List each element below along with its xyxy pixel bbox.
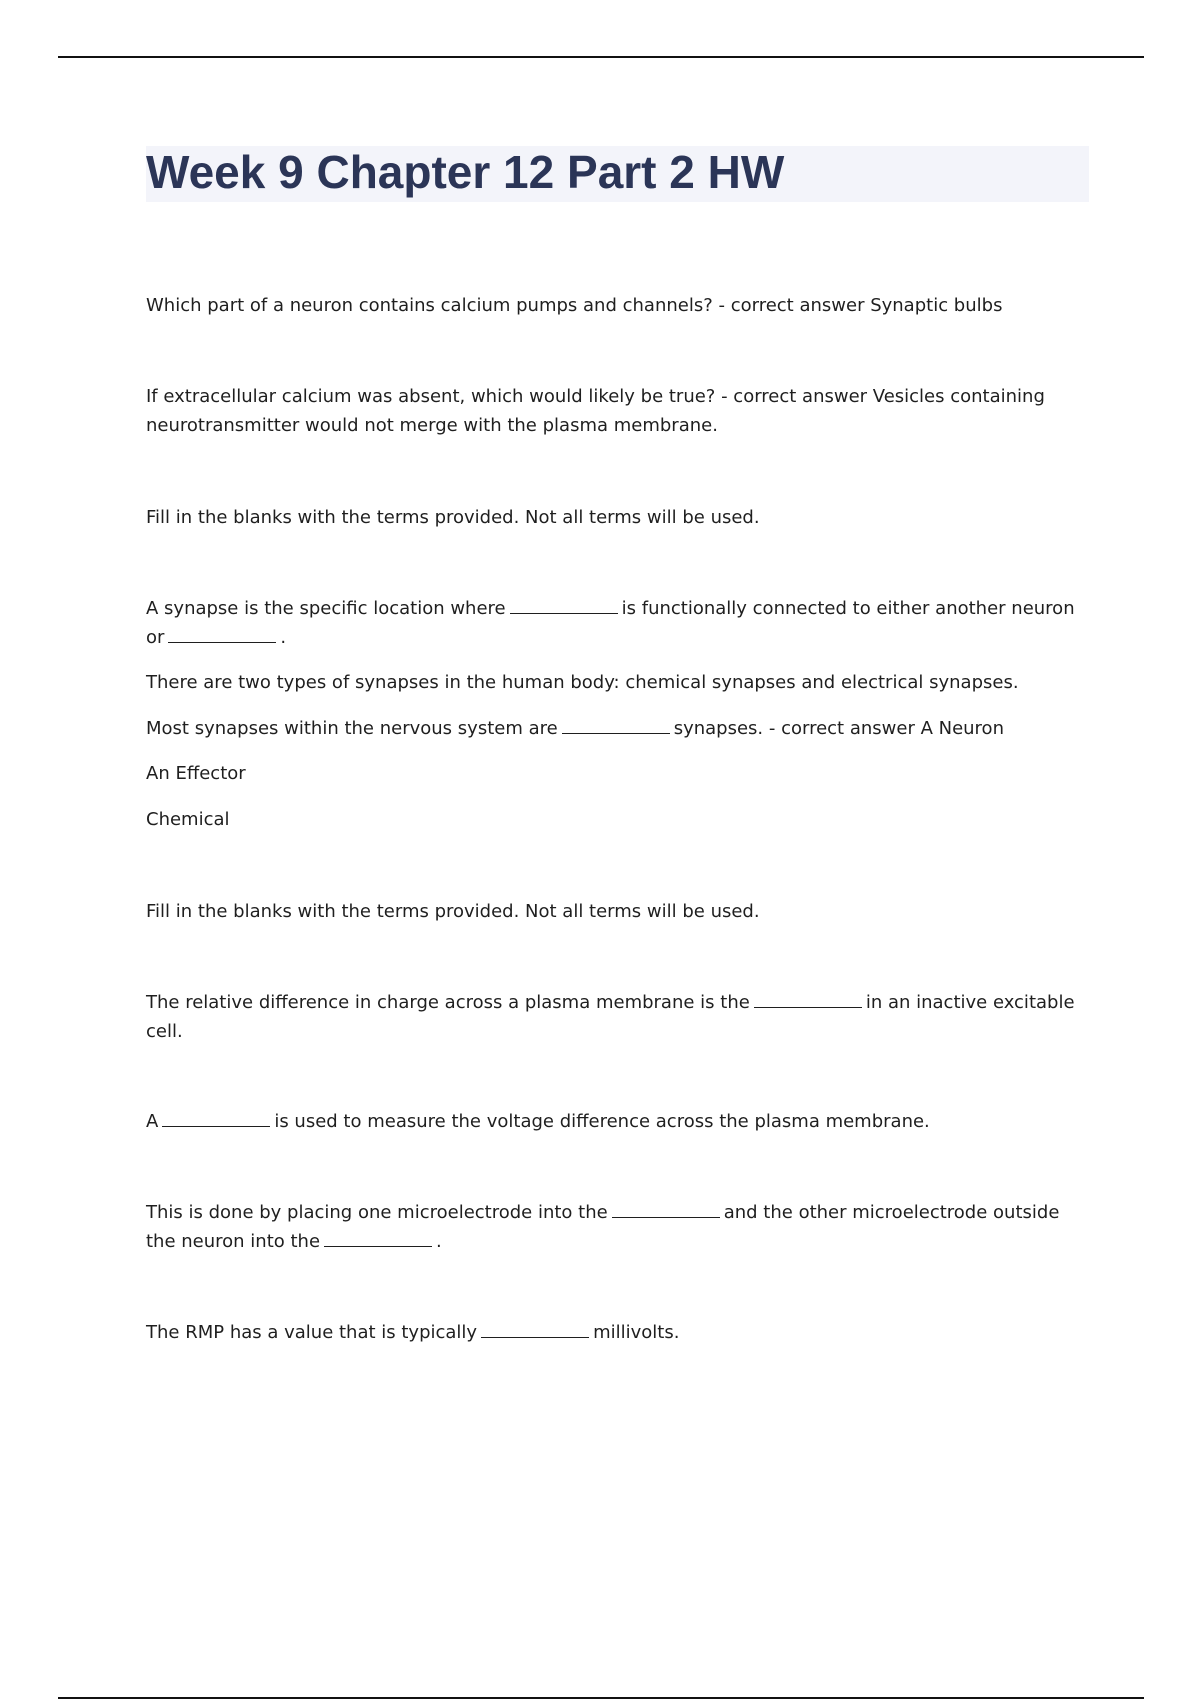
fill-blank (324, 1245, 432, 1247)
fill-blank (481, 1336, 589, 1338)
question-3-sentence-3 (146, 714, 1086, 743)
question-4-sentence-3 (146, 1198, 1086, 1256)
question-2: If extracellular calcium was absent, which would likely be true? - correct answer Vesicles containing neurotransmitter would not merge with the plasma membrane. (146, 386, 1045, 436)
fill-blank (562, 732, 670, 734)
text-segment: synapses. - correct answer A Neuron (673, 718, 1004, 739)
question-4-sentence-1 (146, 988, 1086, 1046)
text-segment: . (436, 1231, 442, 1252)
question-4-sentence-4 (146, 1318, 1086, 1347)
fill-blank (168, 641, 276, 643)
text-segment: The RMP has a value that is typically (146, 1322, 478, 1343)
question-4-instructions: Fill in the blanks with the terms provided. Not all terms will be used. (146, 901, 760, 922)
text-segment: millivolts. (593, 1322, 680, 1343)
question-3-sentence-1 (146, 594, 1086, 652)
top-rule (58, 56, 1144, 58)
text-segment: A (146, 1111, 159, 1132)
question-4-sentence-2 (146, 1107, 1086, 1136)
text-segment: is used to measure the voltage difference across the plasma membrane. (274, 1111, 930, 1132)
question-1: Which part of a neuron contains calcium pumps and channels? - correct answer Synaptic bulbs (146, 295, 1003, 316)
text-segment: Most synapses within the nervous system are (146, 718, 558, 739)
text-segment: A synapse is the specific location where (146, 598, 506, 619)
text-segment: . (280, 627, 287, 648)
text-segment: is functionally connected to either another neuron or (146, 598, 1075, 648)
fill-blank (510, 612, 618, 614)
answer-line: Chemical (146, 809, 230, 830)
text-segment: The relative difference in charge across a plasma membrane is the (146, 992, 750, 1013)
text-segment: in an inactive excitable cell. (146, 992, 1075, 1042)
fill-blank (754, 1006, 862, 1008)
fill-blank (162, 1125, 270, 1127)
bottom-rule (58, 1697, 1144, 1699)
fill-blank (612, 1216, 720, 1218)
question-3-sentence-2: There are two types of synapses in the human body: chemical synapses and electrical synapses. (146, 672, 1019, 693)
text-segment: and the other microelectrode outside the neuron into the (146, 1202, 1060, 1252)
answer-line: An Effector (146, 763, 246, 784)
question-3-instructions: Fill in the blanks with the terms provided. Not all terms will be used. (146, 507, 760, 528)
text-segment: This is done by placing one microelectrode into the (146, 1202, 608, 1223)
page-title: Week 9 Chapter 12 Part 2 HW (146, 146, 785, 198)
